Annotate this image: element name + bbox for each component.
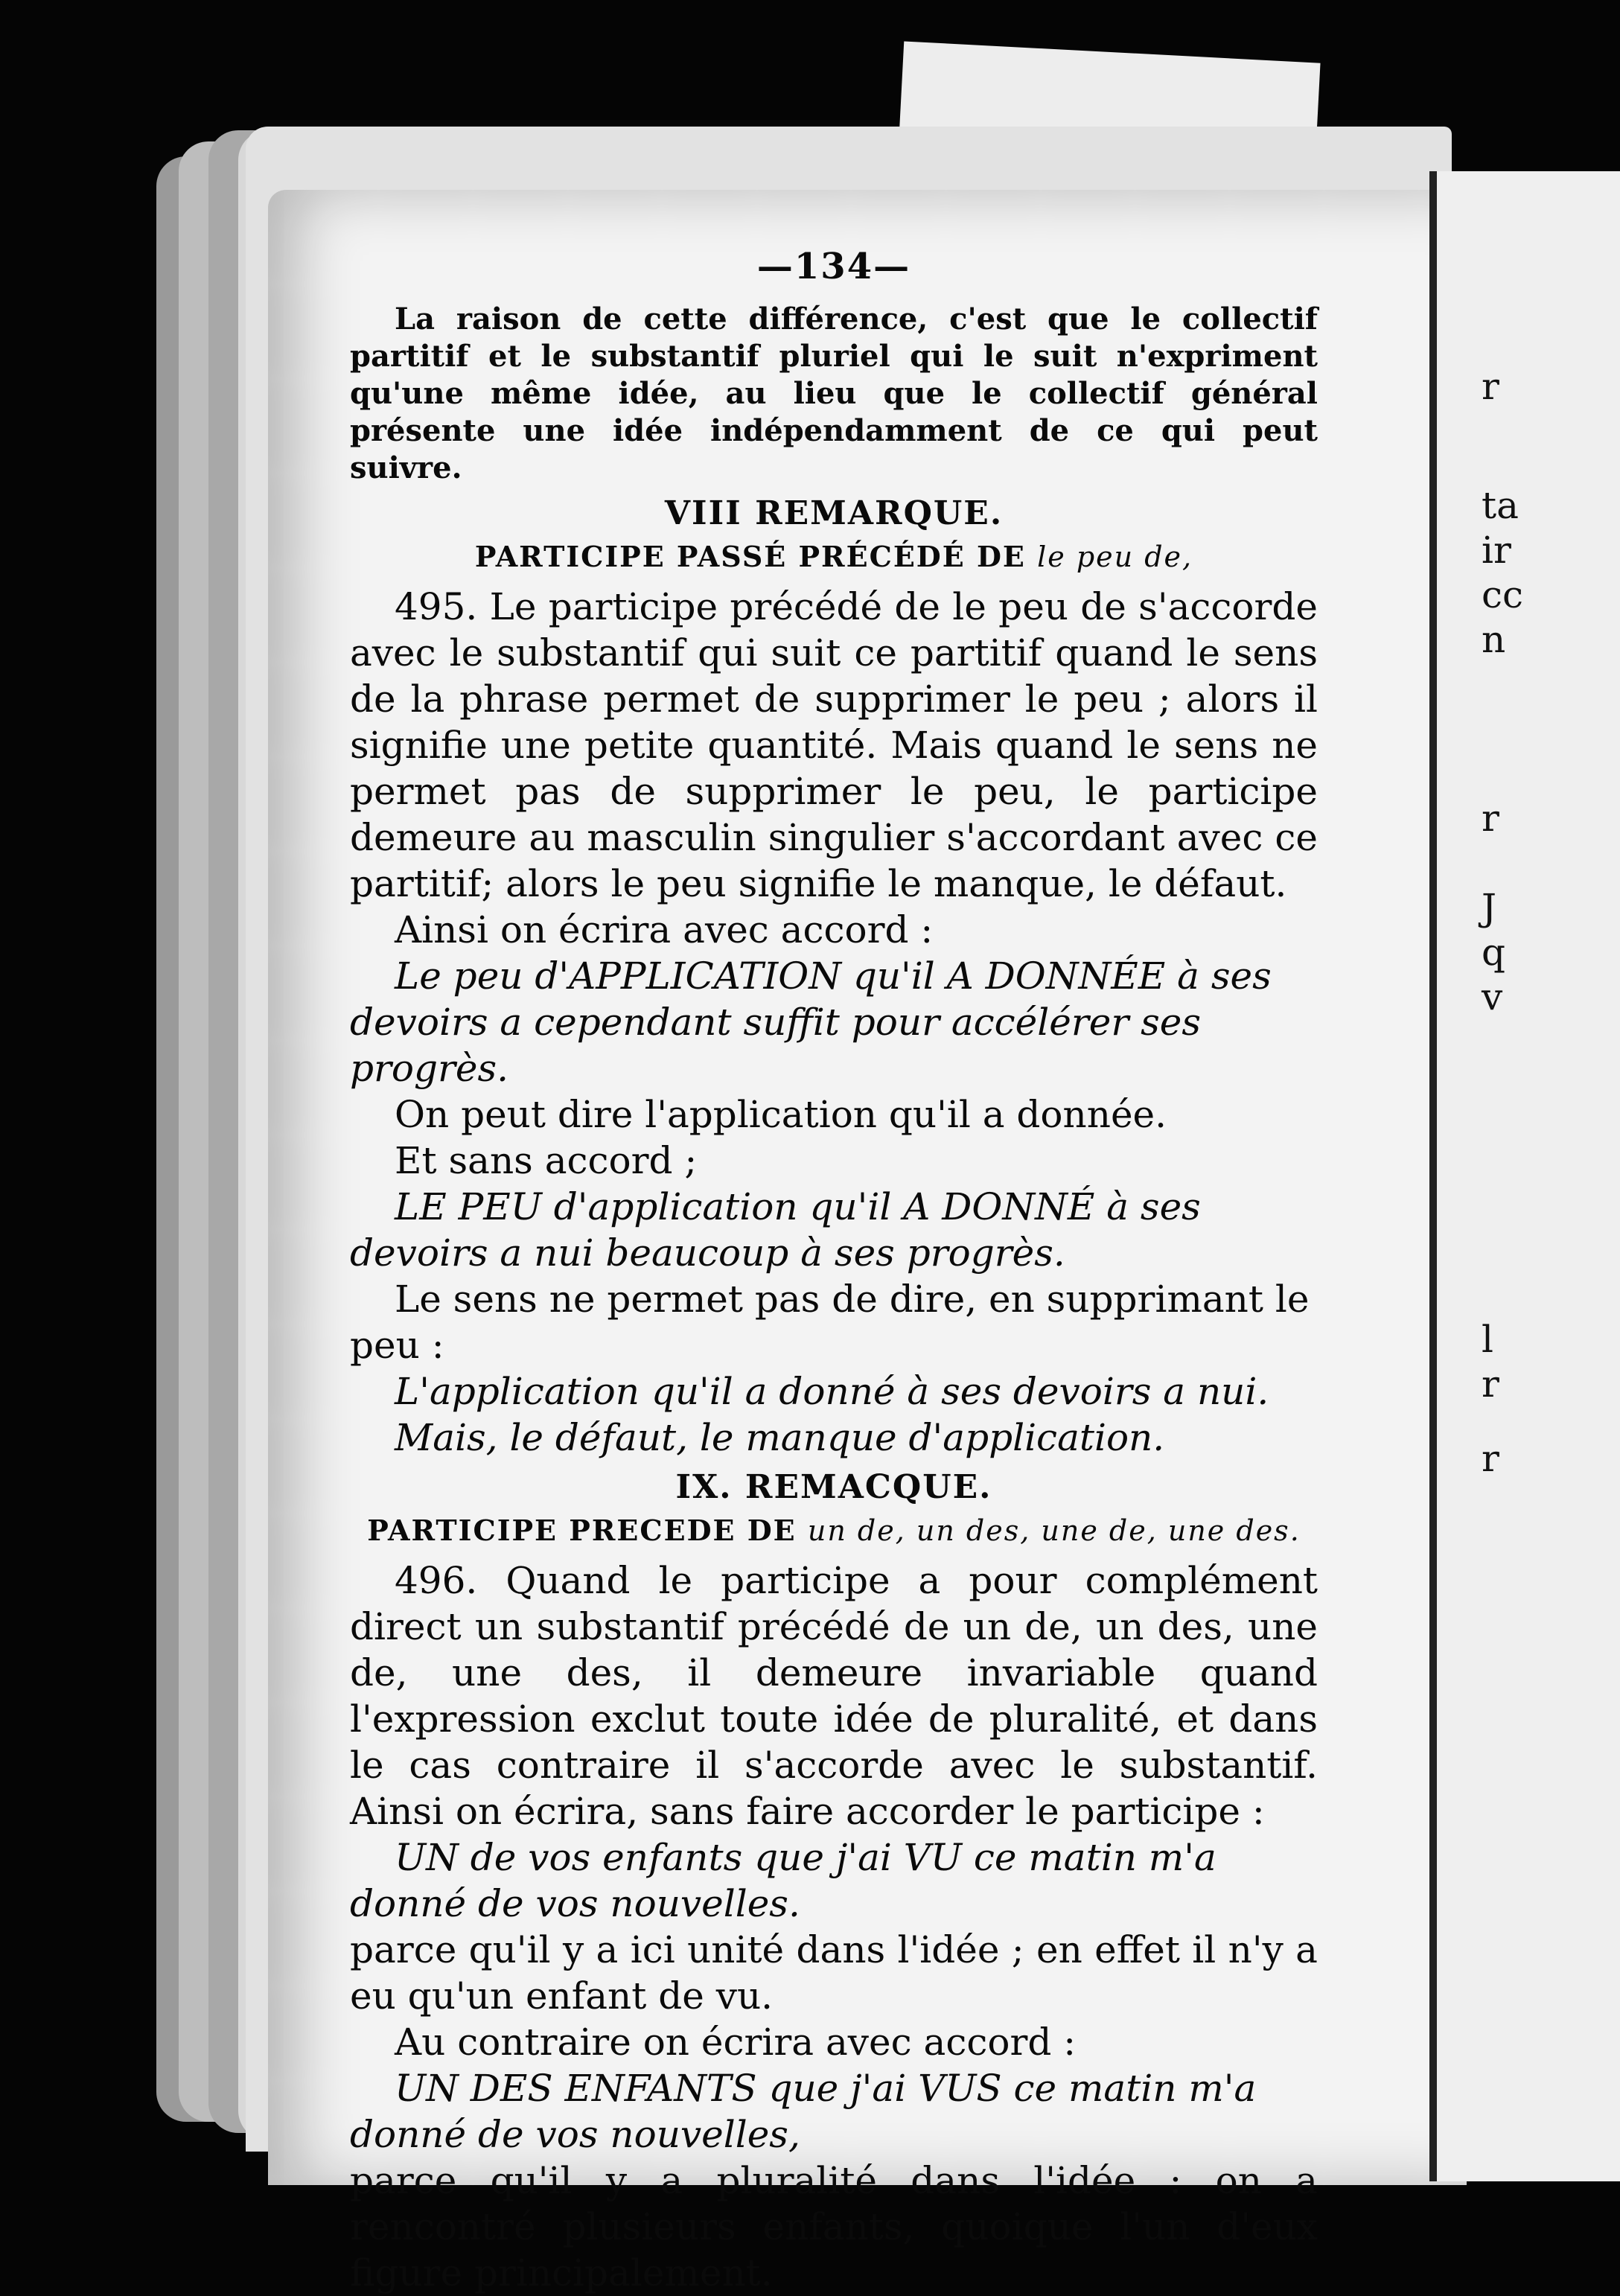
paragraph-text: Quand le participe a pour complément direct un substantif précédé de un de, un des, une de, une des, il demeure invariable quand l'expression exclut toute idée de pluralité, et dans le cas contraire il s'accorde avec le substantif. Ainsi on écrira, sans faire accorder le participe : xyxy=(350,1559,1318,1833)
text-line: Au contraire on écrira avec accord : xyxy=(395,2021,1077,2064)
paragraph-number: 495. xyxy=(395,585,478,628)
remark-9-subheading-prefix: PARTICIPE PRECEDE DE xyxy=(367,1514,797,1547)
text-line: parce qu'il y a ici unité dans l'idée ; en effet il n'y a eu qu'un enfant de vu. xyxy=(350,1928,1318,2018)
next-page-fragment: q xyxy=(1482,931,1506,974)
page-number: —134— xyxy=(756,246,911,287)
paragraph-495 xyxy=(350,584,1318,907)
text-line: Et sans accord ; xyxy=(395,1139,698,1182)
remark-8-subheading-prefix: PARTICIPE PASSÉ PRÉCÉDÉ DE xyxy=(474,540,1026,573)
remark-8-subheading xyxy=(350,540,1318,573)
next-page-fragment: J xyxy=(1482,886,1497,929)
text-line: parce qu'il y a pluralité dans l'idée : on a rencontré plusieurs enfants, quoique l'un d'eux figure principalement. xyxy=(350,2159,1318,2295)
next-page-fragment: r xyxy=(1482,1362,1499,1406)
paragraph-text: Le participe précédé de le peu de s'accorde avec le substantif qui suit ce partitif quand le sens de la phrase permet de supprimer le peu ; alors il signifie une petite quantité. Mais quand le sens ne permet pas de supprimer le peu, le participe demeure au masculin singulier s'accordant avec ce partitif; alors le peu signifie le manque, le défaut. xyxy=(350,585,1318,905)
paragraph-number: 496. xyxy=(395,1559,478,1602)
next-page-fragment: r xyxy=(1482,797,1499,840)
text-line: Ainsi on écrira avec accord : xyxy=(395,908,934,951)
next-page-fragment: ir xyxy=(1482,529,1511,572)
example-sentence: LE PEU d'application qu'il A DONNÉ à ses devoirs a nui beaucoup à ses progrès. xyxy=(350,1185,1201,1275)
example-sentence: Le peu d'APPLICATION qu'il A DONNÉE à ses devoirs a cependant suffit pour accélérer ses progrès. xyxy=(350,954,1272,1090)
intro-paragraph: La raison de cette différence, c'est que le collectif partitif et le substantif pluriel qui le suit n'expriment qu'une même idée, au lieu que le collectif général présente une idée indépendamment de ce qui peut suivre. xyxy=(350,302,1318,485)
text-line: Mais, le défaut, le manque d'application. xyxy=(395,1416,1165,1459)
next-page-fragment: v xyxy=(1482,975,1503,1018)
next-page-fragment: n xyxy=(1482,618,1506,661)
next-page-fragment: l xyxy=(1482,1318,1493,1361)
next-page-fragment: r xyxy=(1482,1437,1499,1480)
next-page-fragment: ta xyxy=(1482,484,1519,527)
text-line: Le sens ne permet pas de dire, en supprimant le peu : xyxy=(350,1278,1310,1367)
remark-9-heading: IX. REMACQUE. xyxy=(675,1468,992,1506)
next-page-fragment: cc xyxy=(1482,573,1524,616)
example-sentence: UN de vos enfants que j'ai VU ce matin m'a donné de vos nouvelles. xyxy=(350,1836,1216,1925)
remark-9-subheading xyxy=(350,1514,1318,1547)
text-line: On peut dire l'application qu'il a donnée. xyxy=(395,1093,1167,1136)
next-page-fragment: r xyxy=(1482,365,1499,408)
next-page-edge xyxy=(1429,171,1620,2181)
remark-8-subheading-term: le peu de, xyxy=(1037,540,1193,573)
example-sentence: UN DES ENFANTS que j'ai VUS ce matin m'a donné de vos nouvelles, xyxy=(350,2067,1257,2156)
text-line: L'application qu'il a donné à ses devoirs a nui. xyxy=(395,1370,1269,1413)
remark-8-heading: VIII REMARQUE. xyxy=(664,494,1004,532)
remark-9-subheading-term: un de, un des, une de, une des. xyxy=(807,1514,1301,1547)
paragraph-496 xyxy=(350,1557,1318,1834)
page-text xyxy=(350,246,1318,2296)
